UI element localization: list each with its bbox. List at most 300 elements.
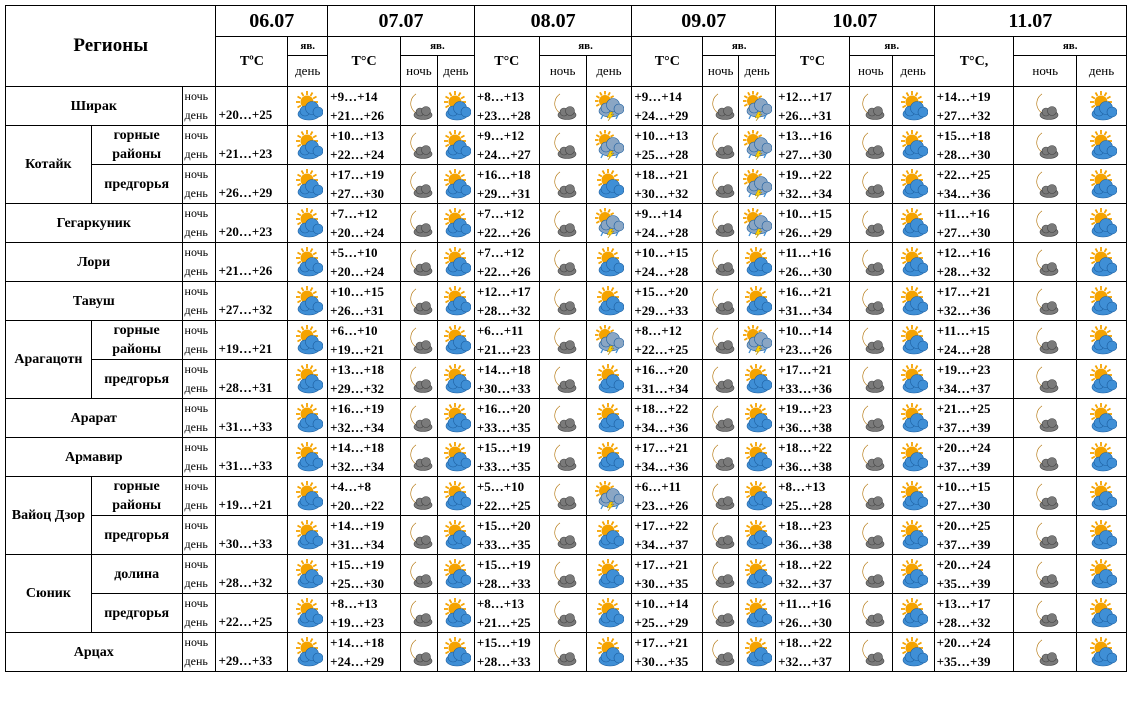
regions-header: Регионы bbox=[6, 6, 216, 87]
weather-icon-cell bbox=[739, 594, 776, 633]
period-labels bbox=[182, 438, 216, 477]
sun-cloud-icon bbox=[1077, 169, 1126, 199]
night-label: ночь bbox=[184, 596, 209, 610]
weather-icon-cell bbox=[400, 282, 437, 321]
moon-cloud-icon bbox=[703, 169, 738, 199]
period-labels bbox=[182, 360, 216, 399]
weather-icon-cell bbox=[437, 516, 474, 555]
region-name: Гегаркуник bbox=[6, 204, 183, 243]
moon-cloud-icon bbox=[540, 91, 586, 121]
weather-icon-cell bbox=[400, 204, 437, 243]
sun-cloud-icon bbox=[893, 364, 934, 394]
weather-icon-cell bbox=[437, 633, 474, 672]
day-label: день bbox=[184, 459, 208, 473]
sun-cloud-icon bbox=[438, 247, 474, 277]
temp-cell bbox=[216, 555, 288, 594]
weather-icon-cell bbox=[288, 321, 328, 360]
night-temp: +6…+11 bbox=[634, 479, 681, 494]
moon-cloud-icon bbox=[401, 91, 437, 121]
sun-cloud-icon bbox=[893, 91, 934, 121]
temp-cell bbox=[474, 516, 539, 555]
thunder-icon bbox=[739, 91, 775, 121]
temp-cell bbox=[632, 282, 703, 321]
night-temp: +18…+22 bbox=[778, 440, 832, 455]
region-name: Лори bbox=[6, 243, 183, 282]
day-temp: +21…+23 bbox=[218, 146, 273, 161]
weather-icon-cell bbox=[849, 321, 892, 360]
temp-cell bbox=[776, 399, 850, 438]
yav-header: яв. bbox=[288, 37, 328, 56]
temp-cell bbox=[474, 633, 539, 672]
sun-cloud-icon bbox=[587, 598, 632, 628]
moon-cloud-icon bbox=[850, 403, 892, 433]
day-temp: +24…+28 bbox=[936, 342, 991, 357]
weather-icon-cell bbox=[849, 126, 892, 165]
night-temp: +8…+13 bbox=[476, 596, 525, 611]
day-temp: +23…+28 bbox=[476, 108, 531, 123]
temp-cell bbox=[474, 87, 539, 126]
day-subheader: день bbox=[586, 56, 632, 87]
temp-cell bbox=[216, 438, 288, 477]
temp-cell bbox=[328, 321, 401, 360]
day-temp: +21…+26 bbox=[330, 108, 384, 123]
day-temp: +22…+24 bbox=[330, 147, 384, 162]
weather-icon-cell bbox=[739, 633, 776, 672]
day-temp: +31…+34 bbox=[634, 381, 689, 396]
temp-cell bbox=[776, 126, 850, 165]
weather-icon-cell bbox=[849, 165, 892, 204]
weather-icon-cell bbox=[1077, 516, 1127, 555]
day-temp: +32…+34 bbox=[330, 459, 384, 474]
moon-cloud-icon bbox=[401, 637, 437, 667]
temp-cell bbox=[776, 516, 850, 555]
weather-icon-cell bbox=[892, 594, 934, 633]
thunder-icon bbox=[587, 130, 632, 160]
weather-icon-cell bbox=[539, 165, 586, 204]
day-label: день bbox=[184, 186, 208, 200]
temp-cell bbox=[328, 399, 401, 438]
temp-cell bbox=[632, 555, 703, 594]
subregion-name: горные районы bbox=[91, 321, 182, 360]
temp-header: Т°С bbox=[474, 37, 539, 87]
weather-icon-cell bbox=[1077, 594, 1127, 633]
day-temp: +35…+39 bbox=[936, 654, 991, 669]
night-temp: +18…+22 bbox=[634, 401, 689, 416]
weather-icon-cell bbox=[539, 87, 586, 126]
weather-icon-cell bbox=[892, 243, 934, 282]
moon-cloud-icon bbox=[703, 247, 738, 277]
weather-icon-cell bbox=[539, 360, 586, 399]
sun-cloud-icon bbox=[893, 442, 934, 472]
sun-cloud-icon bbox=[438, 598, 474, 628]
weather-icon-cell bbox=[703, 360, 739, 399]
weather-icon-cell bbox=[288, 165, 328, 204]
weather-icon-cell bbox=[1077, 555, 1127, 594]
weather-icon-cell bbox=[437, 165, 474, 204]
thunder-icon bbox=[739, 208, 775, 238]
sun-cloud-icon bbox=[587, 169, 632, 199]
sun-cloud-icon bbox=[288, 247, 327, 277]
sun-cloud-icon bbox=[438, 442, 474, 472]
night-temp: +12…+16 bbox=[936, 245, 991, 260]
sun-cloud-icon bbox=[739, 637, 775, 667]
sun-cloud-icon bbox=[1077, 559, 1126, 589]
moon-cloud-icon bbox=[540, 130, 586, 160]
sun-cloud-icon bbox=[438, 286, 474, 316]
sun-cloud-icon bbox=[1077, 91, 1126, 121]
day-temp: +22…+25 bbox=[634, 342, 689, 357]
temp-cell bbox=[216, 87, 288, 126]
weather-icon-cell bbox=[586, 594, 632, 633]
day-temp: +27…+30 bbox=[778, 147, 832, 162]
weather-icon-cell bbox=[400, 633, 437, 672]
night-label: ночь bbox=[184, 362, 209, 376]
table-row bbox=[6, 399, 1127, 438]
day-label: день bbox=[184, 576, 208, 590]
temp-cell bbox=[632, 204, 703, 243]
night-temp: +19…+23 bbox=[936, 362, 991, 377]
weather-icon-cell bbox=[288, 87, 328, 126]
sun-cloud-icon bbox=[739, 442, 775, 472]
weather-icon-cell bbox=[288, 243, 328, 282]
temp-cell bbox=[934, 594, 1014, 633]
weather-icon-cell bbox=[586, 321, 632, 360]
day-temp: +28…+33 bbox=[476, 654, 531, 669]
weather-icon-cell bbox=[892, 321, 934, 360]
table-row bbox=[6, 555, 1127, 594]
temp-cell bbox=[474, 360, 539, 399]
day-temp: +32…+34 bbox=[778, 186, 832, 201]
night-label: ночь bbox=[184, 635, 209, 649]
temp-cell bbox=[776, 87, 850, 126]
weather-icon-cell bbox=[400, 360, 437, 399]
day-subheader: день bbox=[892, 56, 934, 87]
sun-cloud-icon bbox=[288, 208, 327, 238]
temp-cell bbox=[934, 243, 1014, 282]
subregion-name: горные районы bbox=[91, 477, 182, 516]
weather-icon-cell bbox=[849, 204, 892, 243]
temp-cell bbox=[934, 321, 1014, 360]
weather-icon-cell bbox=[703, 555, 739, 594]
temp-cell bbox=[632, 126, 703, 165]
weather-icon-cell bbox=[437, 243, 474, 282]
moon-cloud-icon bbox=[850, 520, 892, 550]
temp-cell bbox=[216, 633, 288, 672]
temp-cell bbox=[216, 243, 288, 282]
sun-cloud-icon bbox=[739, 598, 775, 628]
moon-cloud-icon bbox=[540, 286, 586, 316]
sun-cloud-icon bbox=[438, 637, 474, 667]
weather-icon-cell bbox=[437, 477, 474, 516]
night-temp: +15…+20 bbox=[634, 284, 689, 299]
sun-cloud-icon bbox=[288, 325, 327, 355]
sun-cloud-icon bbox=[1077, 130, 1126, 160]
weather-icon-cell bbox=[892, 438, 934, 477]
sun-cloud-icon bbox=[587, 247, 632, 277]
temp-cell bbox=[328, 555, 401, 594]
temp-cell bbox=[776, 360, 850, 399]
table-row bbox=[6, 282, 1127, 321]
weather-icon-cell bbox=[1014, 165, 1077, 204]
day-temp: +19…+21 bbox=[218, 341, 273, 356]
moon-cloud-icon bbox=[1014, 325, 1076, 355]
yav-header: яв. bbox=[703, 37, 776, 56]
weather-icon-cell bbox=[1077, 165, 1127, 204]
moon-cloud-icon bbox=[703, 91, 738, 121]
night-temp: +9…+14 bbox=[634, 206, 682, 221]
night-subheader: ночь bbox=[539, 56, 586, 87]
temp-cell bbox=[474, 438, 539, 477]
night-temp: +8…+12 bbox=[634, 323, 682, 338]
night-label: ночь bbox=[184, 167, 209, 181]
day-temp: +32…+37 bbox=[778, 576, 832, 591]
day-temp: +32…+37 bbox=[778, 654, 832, 669]
weather-icon-cell bbox=[1077, 360, 1127, 399]
temp-cell bbox=[934, 204, 1014, 243]
day-temp: +22…+25 bbox=[476, 498, 531, 513]
sun-cloud-icon bbox=[1077, 481, 1126, 511]
thunder-icon bbox=[587, 91, 632, 121]
yav-header: яв. bbox=[539, 37, 632, 56]
moon-cloud-icon bbox=[850, 91, 892, 121]
weather-icon-cell bbox=[539, 477, 586, 516]
day-subheader: день bbox=[1077, 56, 1127, 87]
day-temp: +25…+28 bbox=[778, 498, 832, 513]
temp-cell bbox=[328, 165, 401, 204]
day-temp: +22…+26 bbox=[476, 264, 531, 279]
weather-icon-cell bbox=[703, 399, 739, 438]
date-header: 09.07 bbox=[632, 6, 776, 37]
day-temp: +28…+33 bbox=[476, 576, 531, 591]
weather-icon-cell bbox=[849, 399, 892, 438]
weather-icon-cell bbox=[586, 165, 632, 204]
sun-cloud-icon bbox=[893, 481, 934, 511]
night-temp: +16…+18 bbox=[476, 167, 531, 182]
temp-cell bbox=[328, 87, 401, 126]
weather-icon-cell bbox=[400, 399, 437, 438]
weather-icon-cell bbox=[703, 204, 739, 243]
moon-cloud-icon bbox=[1014, 130, 1076, 160]
night-temp: +17…+21 bbox=[634, 635, 689, 650]
night-temp: +21…+25 bbox=[936, 401, 991, 416]
weather-icon-cell bbox=[739, 555, 776, 594]
day-temp: +26…+29 bbox=[218, 185, 273, 200]
night-temp: +17…+21 bbox=[634, 557, 689, 572]
temp-cell bbox=[474, 204, 539, 243]
moon-cloud-icon bbox=[1014, 442, 1076, 472]
day-temp: +28…+30 bbox=[936, 147, 991, 162]
night-temp: +15…+18 bbox=[936, 128, 991, 143]
night-label: ночь bbox=[184, 557, 209, 571]
thunder-icon bbox=[739, 130, 775, 160]
period-labels bbox=[182, 321, 216, 360]
weather-icon-cell bbox=[586, 438, 632, 477]
night-temp: +10…+15 bbox=[330, 284, 384, 299]
day-label: день bbox=[184, 537, 208, 551]
moon-cloud-icon bbox=[703, 208, 738, 238]
sun-cloud-icon bbox=[587, 364, 632, 394]
weather-icon-cell bbox=[1077, 477, 1127, 516]
temp-cell bbox=[216, 126, 288, 165]
day-temp: +34…+37 bbox=[634, 537, 689, 552]
moon-cloud-icon bbox=[703, 481, 738, 511]
temp-cell bbox=[934, 282, 1014, 321]
day-temp: +21…+25 bbox=[476, 615, 531, 630]
weather-icon-cell bbox=[400, 477, 437, 516]
sun-cloud-icon bbox=[1077, 637, 1126, 667]
day-temp: +24…+28 bbox=[634, 264, 689, 279]
sun-cloud-icon bbox=[893, 403, 934, 433]
sun-cloud-icon bbox=[288, 442, 327, 472]
weather-icon-cell bbox=[586, 87, 632, 126]
day-temp: +37…+39 bbox=[936, 420, 991, 435]
sun-cloud-icon bbox=[739, 403, 775, 433]
moon-cloud-icon bbox=[540, 520, 586, 550]
sun-cloud-icon bbox=[739, 364, 775, 394]
weather-icon-cell bbox=[288, 438, 328, 477]
weather-icon-cell bbox=[1014, 360, 1077, 399]
weather-icon-cell bbox=[288, 282, 328, 321]
moon-cloud-icon bbox=[540, 247, 586, 277]
weather-icon-cell bbox=[400, 555, 437, 594]
day-temp: +20…+23 bbox=[218, 224, 273, 239]
weather-icon-cell bbox=[703, 282, 739, 321]
date-header: 07.07 bbox=[328, 6, 475, 37]
temp-cell bbox=[934, 87, 1014, 126]
day-temp: +27…+32 bbox=[218, 302, 273, 317]
moon-cloud-icon bbox=[703, 559, 738, 589]
region-name: Ширак bbox=[6, 87, 183, 126]
night-temp: +16…+21 bbox=[778, 284, 832, 299]
weather-icon-cell bbox=[703, 165, 739, 204]
temp-cell bbox=[328, 633, 401, 672]
weather-icon-cell bbox=[849, 360, 892, 399]
night-temp: +14…+18 bbox=[330, 635, 384, 650]
weather-icon-cell bbox=[1014, 633, 1077, 672]
region-name: Котайк bbox=[6, 126, 92, 204]
day-temp: +35…+39 bbox=[936, 576, 991, 591]
night-temp: +10…+13 bbox=[634, 128, 689, 143]
temp-cell bbox=[776, 594, 850, 633]
weather-icon-cell bbox=[288, 516, 328, 555]
night-temp: +12…+17 bbox=[476, 284, 531, 299]
sun-cloud-icon bbox=[587, 637, 632, 667]
day-label: день bbox=[184, 108, 208, 122]
weather-icon-cell bbox=[539, 516, 586, 555]
temp-cell bbox=[474, 477, 539, 516]
day-label: день bbox=[184, 264, 208, 278]
sun-cloud-icon bbox=[288, 364, 327, 394]
day-temp: +30…+33 bbox=[476, 381, 531, 396]
sun-cloud-icon bbox=[438, 208, 474, 238]
day-label: день bbox=[184, 381, 208, 395]
sun-cloud-icon bbox=[893, 208, 934, 238]
moon-cloud-icon bbox=[1014, 637, 1076, 667]
weather-icon-cell bbox=[539, 633, 586, 672]
temp-cell bbox=[216, 516, 288, 555]
night-temp: +15…+20 bbox=[476, 518, 531, 533]
night-temp: +6…+11 bbox=[476, 323, 524, 338]
weather-icon-cell bbox=[739, 321, 776, 360]
night-temp: +8…+13 bbox=[476, 89, 525, 104]
weather-icon-cell bbox=[539, 555, 586, 594]
weather-icon-cell bbox=[288, 477, 328, 516]
night-temp: +9…+14 bbox=[634, 89, 682, 104]
weather-icon-cell bbox=[739, 516, 776, 555]
temp-cell bbox=[216, 204, 288, 243]
sun-cloud-icon bbox=[1077, 325, 1126, 355]
moon-cloud-icon bbox=[401, 481, 437, 511]
day-temp: +19…+21 bbox=[218, 497, 273, 512]
day-subheader: день bbox=[437, 56, 474, 87]
table-row bbox=[6, 126, 1127, 165]
night-temp: +20…+24 bbox=[936, 557, 991, 572]
temp-cell bbox=[216, 477, 288, 516]
moon-cloud-icon bbox=[703, 598, 738, 628]
weather-icon-cell bbox=[739, 165, 776, 204]
night-temp: +19…+23 bbox=[778, 401, 832, 416]
table-row bbox=[6, 87, 1127, 126]
temp-header: Т°С bbox=[328, 37, 401, 87]
weather-icon-cell bbox=[539, 399, 586, 438]
temp-header: ТºС bbox=[216, 37, 288, 87]
temp-cell bbox=[328, 282, 401, 321]
period-labels bbox=[182, 594, 216, 633]
moon-cloud-icon bbox=[850, 208, 892, 238]
weather-icon-cell bbox=[1014, 126, 1077, 165]
weather-icon-cell bbox=[849, 243, 892, 282]
night-temp: +16…+20 bbox=[634, 362, 689, 377]
day-temp: +25…+28 bbox=[634, 147, 689, 162]
date-header: 11.07 bbox=[934, 6, 1126, 37]
temp-header: Т°С bbox=[632, 37, 703, 87]
day-label: день bbox=[184, 303, 208, 317]
night-label: ночь bbox=[184, 479, 209, 493]
temp-cell bbox=[632, 633, 703, 672]
sun-cloud-icon bbox=[1077, 403, 1126, 433]
weather-icon-cell bbox=[739, 282, 776, 321]
night-temp: +11…+16 bbox=[936, 206, 990, 221]
day-temp: +31…+33 bbox=[218, 419, 273, 434]
weather-icon-cell bbox=[1014, 555, 1077, 594]
temp-cell bbox=[934, 633, 1014, 672]
night-temp: +17…+21 bbox=[634, 440, 689, 455]
day-temp: +24…+27 bbox=[476, 147, 531, 162]
day-temp: +34…+36 bbox=[936, 186, 991, 201]
weather-icon-cell bbox=[703, 321, 739, 360]
night-subheader: ночь bbox=[1014, 56, 1077, 87]
day-temp: +26…+30 bbox=[778, 615, 832, 630]
temp-cell bbox=[474, 555, 539, 594]
day-temp: +25…+29 bbox=[634, 615, 689, 630]
day-label: день bbox=[184, 225, 208, 239]
weather-icon-cell bbox=[1077, 87, 1127, 126]
weather-icon-cell bbox=[400, 594, 437, 633]
day-temp: +28…+32 bbox=[936, 264, 991, 279]
moon-cloud-icon bbox=[540, 481, 586, 511]
night-label: ночь bbox=[184, 518, 209, 532]
day-temp: +31…+34 bbox=[330, 537, 384, 552]
weather-icon-cell bbox=[400, 243, 437, 282]
period-labels bbox=[182, 87, 216, 126]
weather-icon-cell bbox=[892, 555, 934, 594]
sun-cloud-icon bbox=[288, 91, 327, 121]
weather-icon-cell bbox=[437, 399, 474, 438]
weather-icon-cell bbox=[703, 87, 739, 126]
sun-cloud-icon bbox=[893, 247, 934, 277]
weather-icon-cell bbox=[1014, 321, 1077, 360]
sun-cloud-icon bbox=[893, 286, 934, 316]
